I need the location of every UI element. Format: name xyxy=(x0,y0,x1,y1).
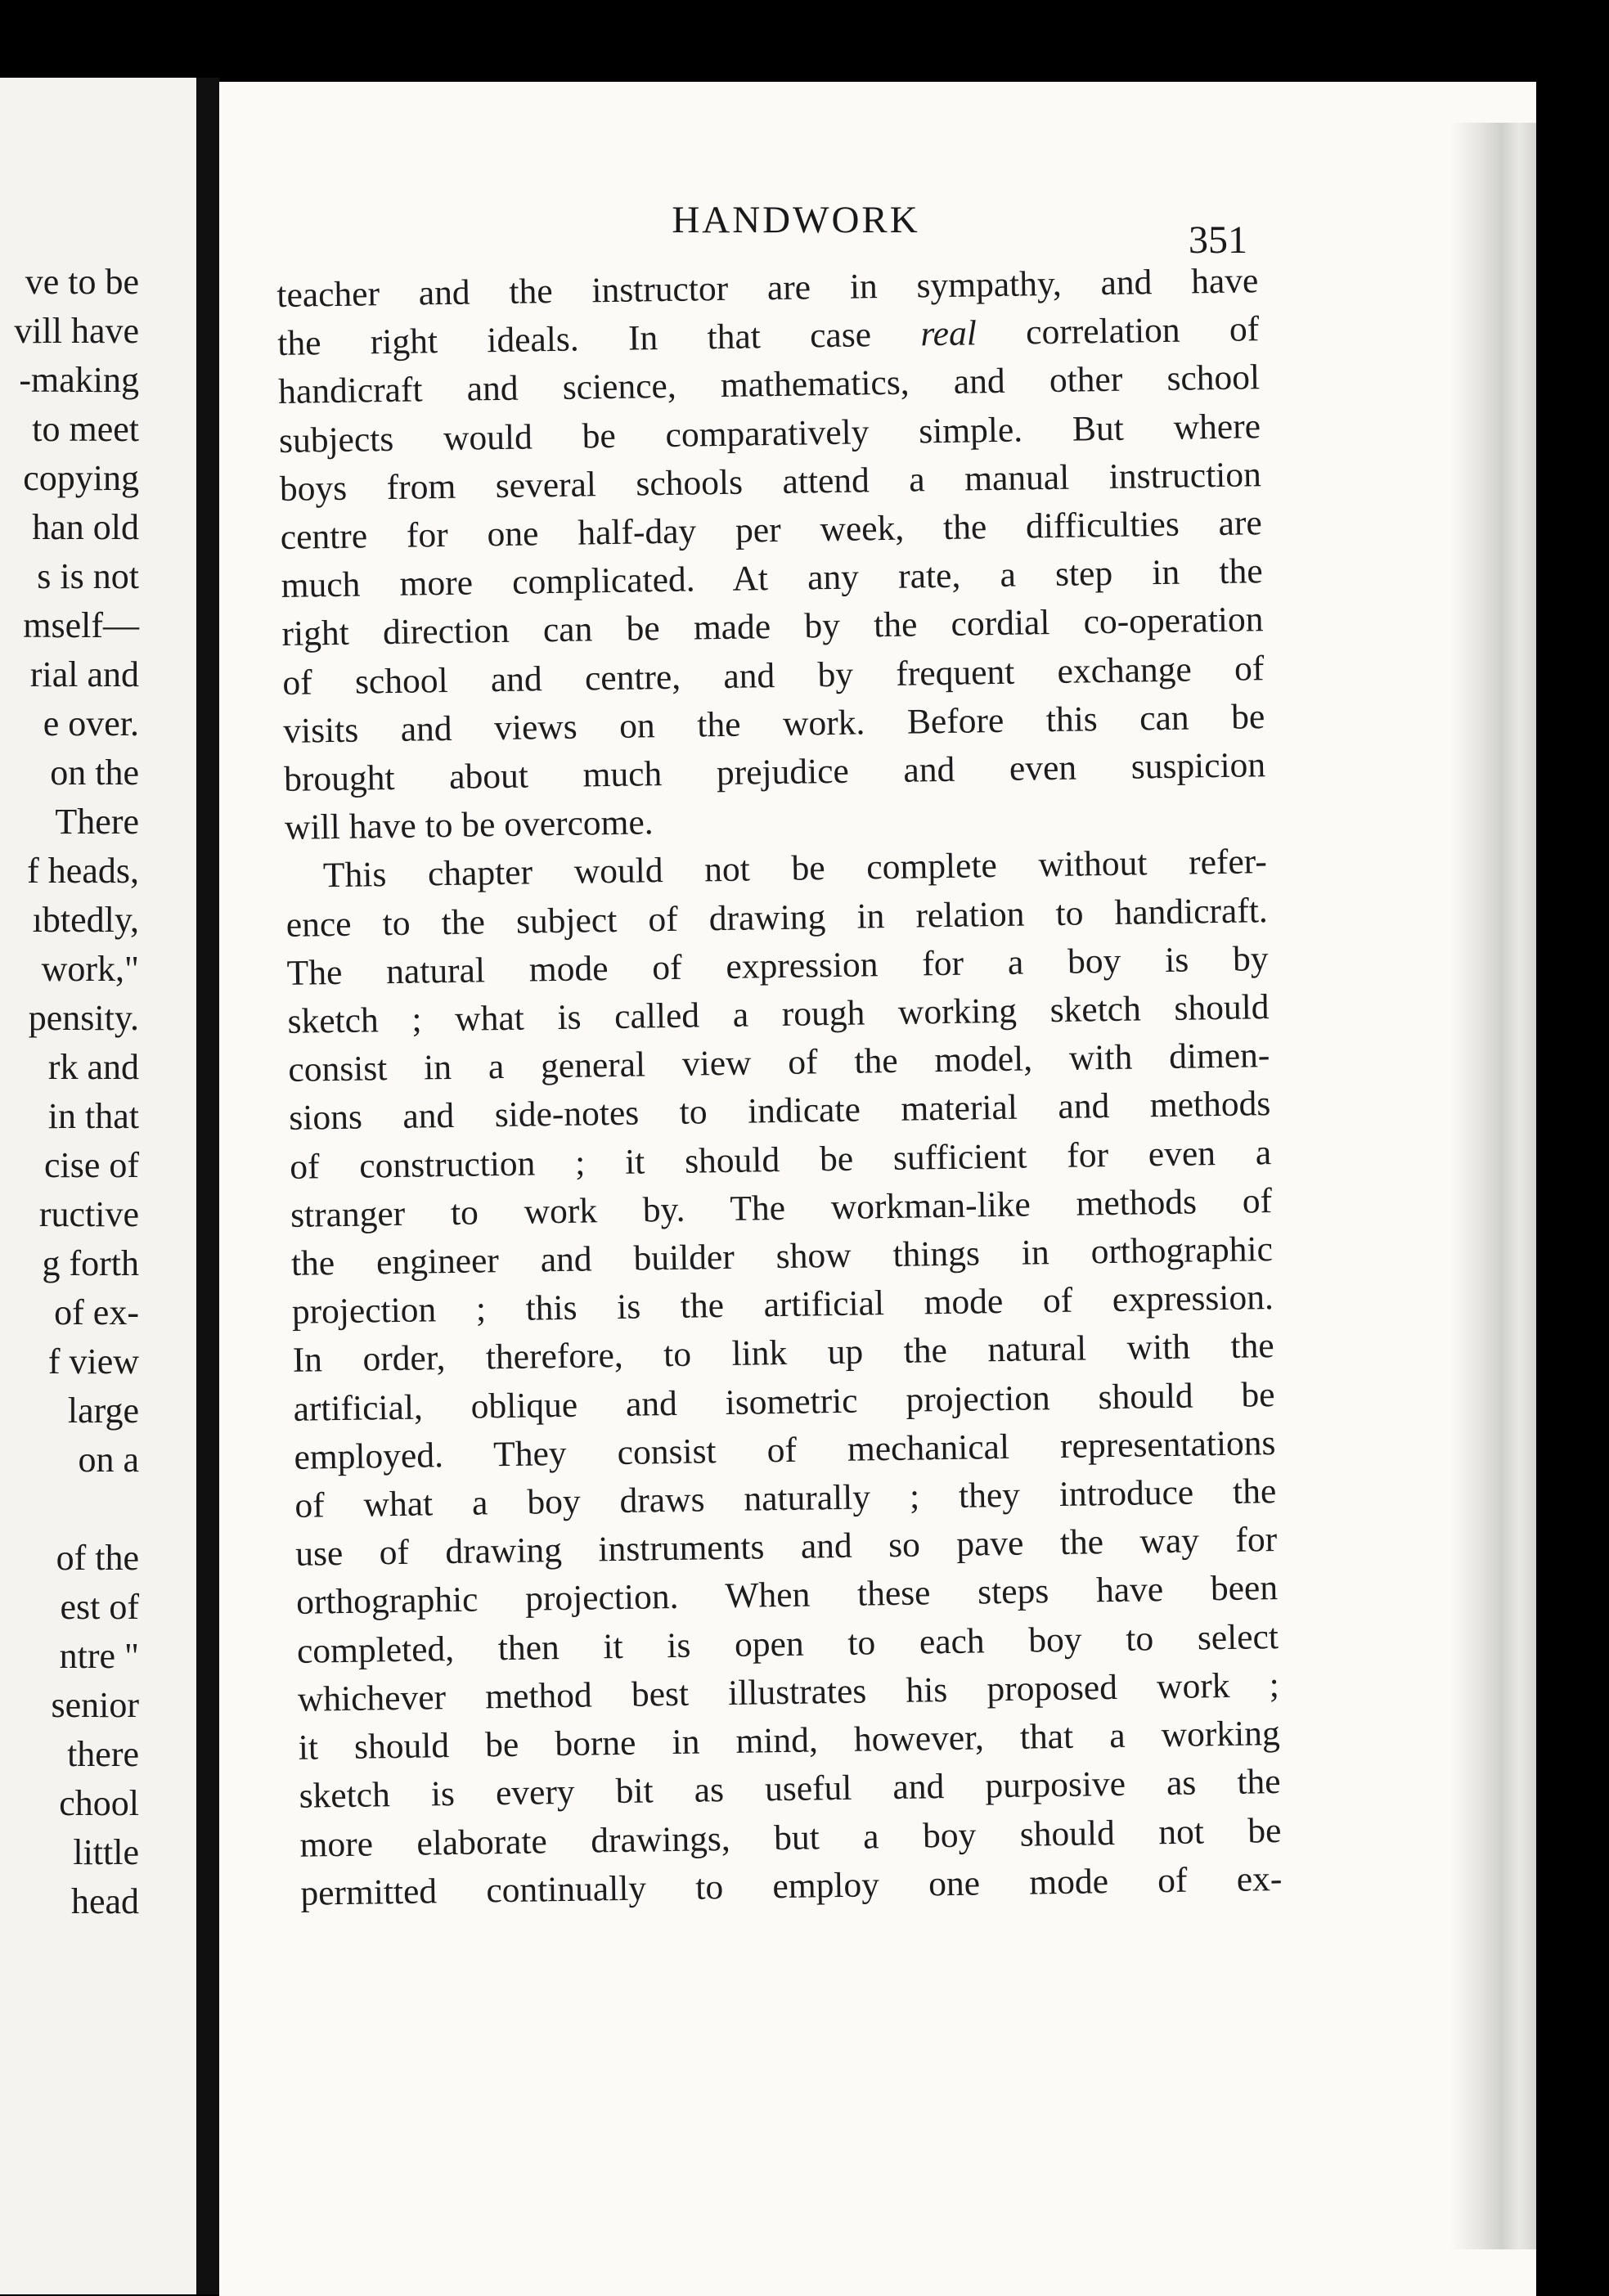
left-page-text xyxy=(14,258,139,1926)
left-facing-page xyxy=(0,78,196,2294)
text-line: projection ; this is the artificial mode of expression. xyxy=(291,1278,1274,1332)
left-line: on a xyxy=(78,1440,139,1480)
text-line: stranger to work by. The workman-like methods of xyxy=(290,1180,1273,1235)
text-line: of school and centre, and by frequent exchange of xyxy=(282,648,1265,703)
text-line: teacher and the instructor are in sympathy, and have xyxy=(276,261,1259,315)
left-line: ructive xyxy=(38,1194,139,1234)
left-line: pensity. xyxy=(28,998,139,1038)
text-line: sions and side-notes to indicate material and methods xyxy=(289,1084,1271,1139)
text-line-tail: correlation of xyxy=(1025,309,1260,353)
left-line: ıbtedly, xyxy=(32,900,139,940)
text-line: This chapter would not be complete without refer- xyxy=(322,842,1268,896)
left-line: ntre " xyxy=(59,1636,139,1676)
left-line: to meet xyxy=(32,409,139,449)
text-line: artificial, oblique and isometric projection should be xyxy=(293,1374,1275,1429)
text-line: much more complicated. At any rate, a step in the xyxy=(281,551,1263,606)
page-edge-shadow xyxy=(1450,123,1536,2249)
text-line: will have to be overcome. xyxy=(284,802,654,848)
left-line: f view xyxy=(47,1341,139,1382)
text-line: centre for one half-day per week, the difficulties are xyxy=(280,503,1263,557)
page-number: 351 xyxy=(1189,218,1247,262)
left-line: han old xyxy=(32,507,139,547)
text-line: employed. They consist of mechanical representations xyxy=(294,1422,1276,1477)
left-line: chool xyxy=(59,1783,139,1823)
running-head: HANDWORK xyxy=(672,199,920,241)
text-line: permitted continually to employ one mode of ex- xyxy=(300,1858,1283,1913)
left-line: rk and xyxy=(47,1047,139,1087)
left-line: work," xyxy=(41,949,139,989)
text-line: sketch is every bit as useful and purposive as the xyxy=(299,1762,1281,1817)
left-line: est of xyxy=(60,1587,139,1627)
left-line: g forth xyxy=(42,1243,139,1283)
left-line: little xyxy=(73,1832,139,1872)
text-line: handicraft and science, mathematics, and other school xyxy=(277,357,1261,412)
left-line: copying xyxy=(23,458,139,498)
text-line: of what a boy draws naturally ; they introduce the xyxy=(294,1472,1277,1525)
text-line: consist in a general view of the model, with dimen- xyxy=(288,1036,1270,1090)
text-line: ence to the subject of drawing in relation to handicraft. xyxy=(285,890,1269,945)
text-line: right direction can be made by the cordial co-operation xyxy=(281,600,1264,654)
left-line: ve to be xyxy=(25,262,139,302)
text-line: sketch ; what is called a rough working sketch should xyxy=(287,987,1270,1041)
text-line: more elaborate drawings, but a boy should not be xyxy=(299,1810,1282,1865)
text-line: subjects would be comparatively simple. But where xyxy=(278,406,1261,461)
left-line: -making xyxy=(19,360,139,400)
left-line: in that xyxy=(47,1096,139,1136)
text-line: it should be borne in mind, however, that a working xyxy=(298,1714,1281,1768)
left-line: there xyxy=(67,1734,139,1774)
text-line-head: the right ideals. In that case xyxy=(276,315,872,364)
left-line: of ex- xyxy=(54,1292,139,1332)
text-line: boys from several schools attend a manual instruction xyxy=(279,454,1262,509)
left-line: of the xyxy=(56,1538,139,1578)
left-line-gap xyxy=(14,1485,139,1534)
text-line: In order, therefore, to link up the natural with the xyxy=(292,1326,1274,1381)
text-line: the engineer and builder show things in orthographic xyxy=(290,1229,1274,1283)
left-line: on the xyxy=(50,753,139,793)
left-line: There xyxy=(55,802,139,842)
left-line: head xyxy=(70,1881,139,1921)
body-text xyxy=(276,257,1283,1917)
book-gutter xyxy=(196,78,219,2294)
text-line: orthographic projection. When these steps have been xyxy=(295,1568,1279,1623)
italic-word: real xyxy=(920,313,978,354)
text-line: brought about much prejudice and even suspicion xyxy=(283,745,1266,799)
text-line: completed, then it is open to each boy to select xyxy=(296,1616,1279,1671)
text-line: whichever method best illustrates his proposed work ; xyxy=(297,1665,1280,1719)
text-line: use of drawing instruments and so pave the way for xyxy=(294,1520,1278,1575)
left-line: f heads, xyxy=(27,851,139,891)
left-line: senior xyxy=(51,1685,139,1725)
left-line: mself— xyxy=(23,605,139,645)
text-line: The natural mode of expression for a boy is by xyxy=(286,938,1269,993)
left-line: large xyxy=(67,1391,139,1431)
left-line: vill have xyxy=(14,311,139,351)
left-line: rial and xyxy=(29,654,139,694)
left-line: e over. xyxy=(43,703,139,744)
left-line: s is not xyxy=(37,556,139,596)
main-page xyxy=(219,82,1536,2296)
text-line: of construction ; it should be sufficient for even a xyxy=(289,1132,1272,1187)
left-line: cise of xyxy=(43,1145,139,1185)
text-line: visits and views on the work. Before this can be xyxy=(282,696,1265,751)
